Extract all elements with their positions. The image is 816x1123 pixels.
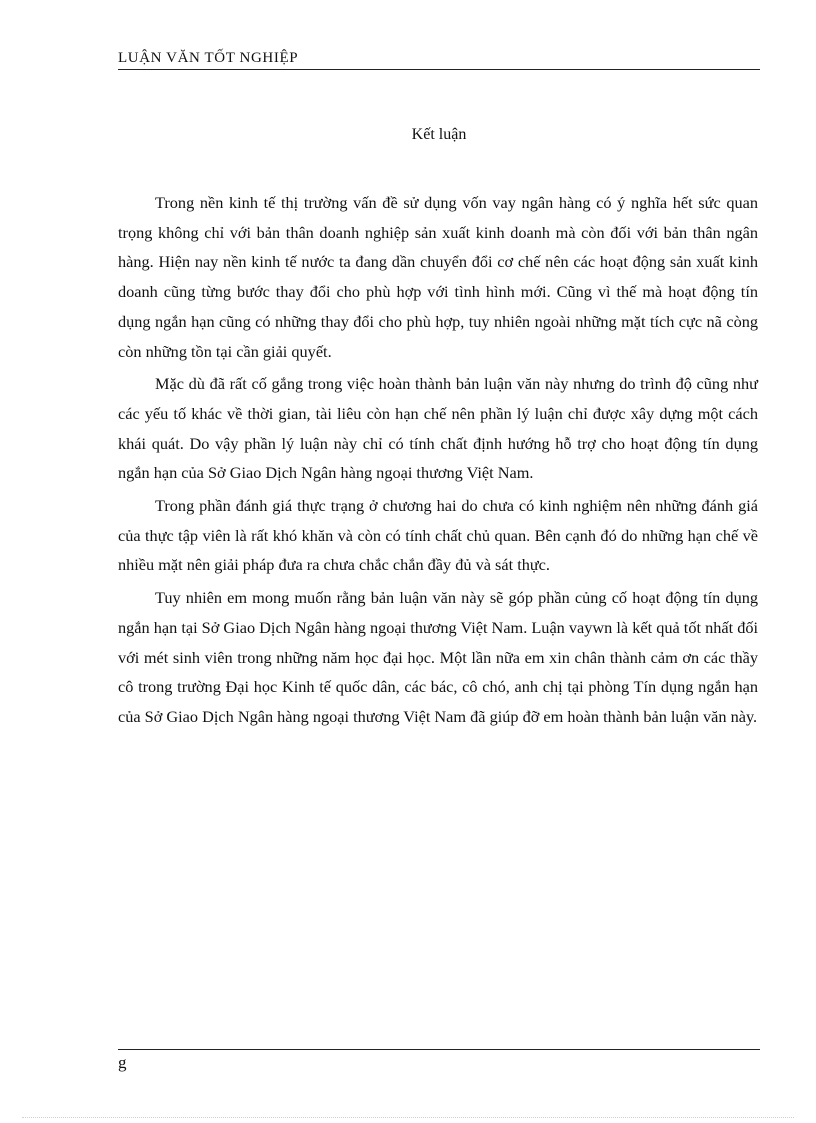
running-header-title: LUẬN VĂN TỐT NGHIỆP <box>118 50 299 66</box>
running-header <box>118 49 760 70</box>
paragraph: Trong phần đánh giá thực trạng ở chương hai do chưa có kinh nghiệm nên những đánh giá của thực tập viên là rất khó khăn và còn có tính chất chủ quan. Bên cạnh đó do những hạn chế về nhiều mặt nên giải pháp đưa ra chưa chắc chắn đầy đủ và sát thực. <box>118 496 758 575</box>
paragraph: Mặc dù đã rất cố gắng trong việc hoàn thành bản luận văn này nhưng do trình độ cũng như các yếu tố khác về thời gian, tài liêu còn hạn chế nên phần lý luận chỉ được xây dựng một cách khái quát. Do vậy phần lý luận này chỉ có tính chất định hướng hỗ trợ cho hoạt động tín dụng ngắn hạn của Sở Giao Dịch Ngân hàng ngoại thương Việt Nam. <box>118 374 758 483</box>
page-number: g <box>118 1053 127 1072</box>
document-body <box>118 188 758 732</box>
footer-divider <box>118 1049 760 1050</box>
document-title: Kết luận <box>411 126 467 143</box>
paragraph: Tuy nhiên em mong muốn rằng bản luận văn này sẽ góp phần củng cố hoạt động tín dụng ngắn hạn tại Sở Giao Dịch Ngân hàng ngoại thương Việt Nam. Luận vaywn là kết quả tốt nhất đối với mét sinh viên trong những năm học đại học. Một lần nữa em xin chân thành cảm ơn các thầy cô trong trường Đại học Kinh tế quốc dân, các bác, cô chó, anh chị tại phòng Tín dụng ngắn hạn của Sở Giao Dịch Ngân hàng ngoại thương Việt Nam đã giúp đỡ em hoàn thành bản luận văn này. <box>118 588 758 726</box>
paragraph: Trong nền kinh tế thị trường vấn đề sử dụng vốn vay ngân hàng có ý nghĩa hết sức quan trọng không chỉ với bản thân doanh nghiệp sản xuất kinh doanh mà còn đối với bản thân ngân hàng. Hiện nay nền kinh tế nước ta đang dần chuyển đổi cơ chế nên các hoạt động sản xuất kinh doanh cũng từng bước thay đổi cho phù hợp với tình hình mới. Cũng vì thế mà hoạt động tín dụng ngắn hạn cũng có những thay đổi cho phù hợp, tuy nhiên ngoài những mặt tích cực nã còng còn những tồn tại cần giải quyết. <box>118 193 758 361</box>
page-edge-divider <box>22 1117 794 1118</box>
